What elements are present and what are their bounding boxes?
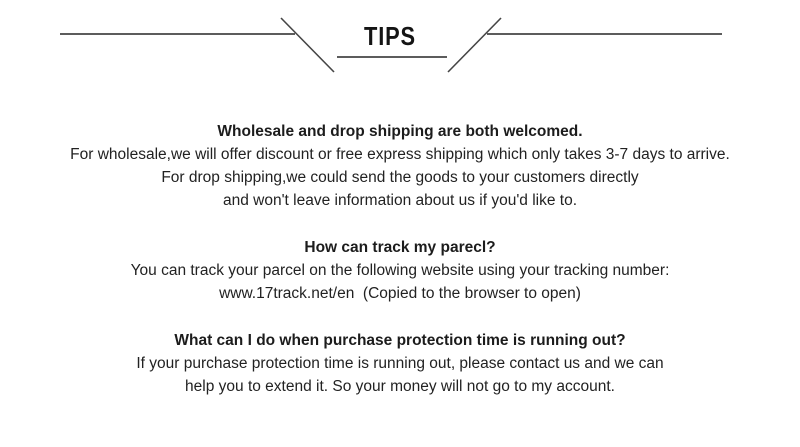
section-heading: Wholesale and drop shipping are both welcomed.: [217, 123, 583, 140]
banner-left-diagonal: [281, 18, 334, 72]
section-line: For drop shipping,we could send the goods to your customers directly: [161, 169, 639, 186]
banner-right-diagonal: [448, 18, 501, 72]
section-tracking: [0, 236, 800, 305]
section-wholesale: [0, 120, 800, 212]
tips-header: [0, 0, 800, 90]
section-line tracking-url-line: www.17track.net/en (Copied to the browser to open): [219, 285, 581, 302]
tips-content: [0, 90, 800, 398]
section-line: If your purchase protection time is running out, please contact us and we can: [136, 355, 664, 372]
tips-title: TIPS: [364, 21, 416, 51]
section-line: and won't leave information about us if you'd like to.: [222, 192, 578, 209]
section-heading: How can track my parecl?: [304, 239, 496, 256]
section-line: help you to extend it. So your money will not go to my account.: [185, 378, 615, 395]
section-line: For wholesale,we will offer discount or free express shipping which only takes 3-7 days to arrive.: [70, 146, 730, 163]
section-line: You can track your parcel on the following website using your tracking number:: [130, 262, 670, 279]
section-heading: What can I do when purchase protection time is running out?: [174, 332, 626, 349]
section-protection: [0, 329, 800, 398]
